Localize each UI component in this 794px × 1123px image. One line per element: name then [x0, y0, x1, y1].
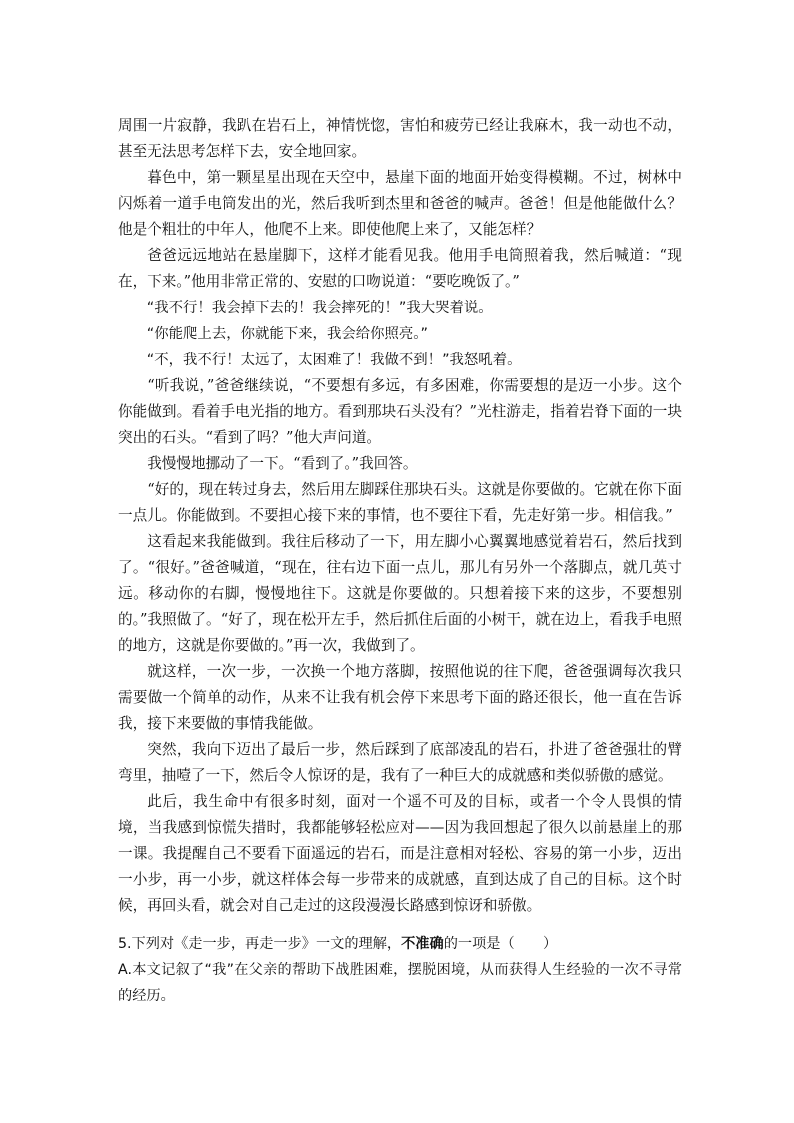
question-stem-before: 5.下列对《走一步，再走一步》一文的理解，	[118, 936, 402, 952]
paragraph-2: 暮色中，第一颗星星出现在天空中，悬崖下面的地面开始变得模糊。不过，树林中闪烁着一道手电筒发出的光，然后我听到杰里和爸爸的喊声。爸爸！但是他能做什么？他是个粗壮的中年人，他爬不上来。即使他爬上来了，又能怎样？	[118, 169, 682, 238]
question-stem-emphasis: 不准确	[401, 936, 444, 952]
passage-content	[118, 113, 682, 1009]
paragraph-11: 就这样，一次一步，一次换一个地方落脚，按照他说的往下爬，爸爸强调每次我只需要做一个简单的动作，从来不让我有机会停下来思考下面的路还很长，他一直在告诉我，接下来要做的事情我能做。	[118, 663, 682, 732]
paragraph-5: “你能爬上去，你就能下来，我会给你照亮。”	[146, 326, 428, 342]
paragraph-7: “听我说，”爸爸继续说，“不要想有多远，有多困难，你需要想的是迈一小步。这个你能做到。看着手电光指的地方。看到那块石头没有？”光柱游走，指着岩脊下面的一块突出的石头。“看到了吗？”他大声问道。	[118, 377, 682, 446]
option-a: A.本文记叙了“我”在父亲的帮助下战胜困难，摆脱困境，从而获得人生经验的一次不寻常的经历。	[118, 962, 682, 1004]
paragraph-1: 周围一片寂静，我趴在岩石上，神情恍惚，害怕和疲劳已经让我麻木，我一动也不动，甚至无法思考怎样下去，安全地回家。	[118, 117, 682, 160]
paragraph-3: 爸爸远远地站在悬崖脚下，这样才能看见我。他用手电筒照着我，然后喊道：“现在，下来。”他用非常正常的、安慰的口吻说道：“要吃晚饭了。”	[118, 247, 682, 290]
paragraph-9: “好的，现在转过身去，然后用左脚踩住那块石头。这就是你要做的。它就在你下面一点儿。你能做到。不要担心接下来的事情，也不要往下看，先走好第一步。相信我。”	[118, 481, 682, 524]
paragraph-6: “不，我不行！太远了，太困难了！我做不到！”我怒吼着。	[146, 352, 522, 368]
paragraph-4: “我不行！我会掉下去的！我会摔死的！”我大哭着说。	[146, 300, 493, 316]
paragraph-10: 这看起来我能做到。我往后移动了一下，用左脚小心翼翼地感觉着岩石，然后找到了。“很好。”爸爸喊道，“现在，往右边下面一点儿，那儿有另外一个落脚点，就几英寸远。移动你的右脚，慢慢地往下。这就是你要做的。只想着接下来的这步，不要想别的。”我照做了。“好了，现在松开左手，然后抓住后面的小树干，就在边上，看我手电照的地方，这就是你要做的。”再一次，我做到了。	[118, 533, 682, 654]
question-stem-after: 的一项是（ ）	[443, 936, 558, 952]
question-stem	[118, 931, 682, 957]
paragraph-13: 此后，我生命中有很多时刻，面对一个遥不可及的目标，或者一个令人畏惧的情境，当我感到惊慌失措时，我都能够轻松应对——因为我回想起了很久以前悬崖上的那一课。我提醒自己不要看下面遥远的岩石，而是注意相对轻松、容易的第一小步，迈出一小步，再一小步，就这样体会每一步带来的成就感，直到达成了自己的目标。这个时候，再回头看，就会对自己走过的这段漫漫长路感到惊讶和骄傲。	[118, 793, 682, 914]
paragraph-8: 我慢慢地挪动了一下。“看到了。”我回答。	[147, 455, 418, 472]
question-5	[118, 931, 682, 1009]
paragraph-12: 突然，我向下迈出了最后一步，然后踩到了底部凌乱的岩石，扑进了爸爸强壮的臂弯里，抽噎了一下，然后令人惊讶的是，我有了一种巨大的成就感和类似骄傲的感觉。	[118, 741, 682, 784]
